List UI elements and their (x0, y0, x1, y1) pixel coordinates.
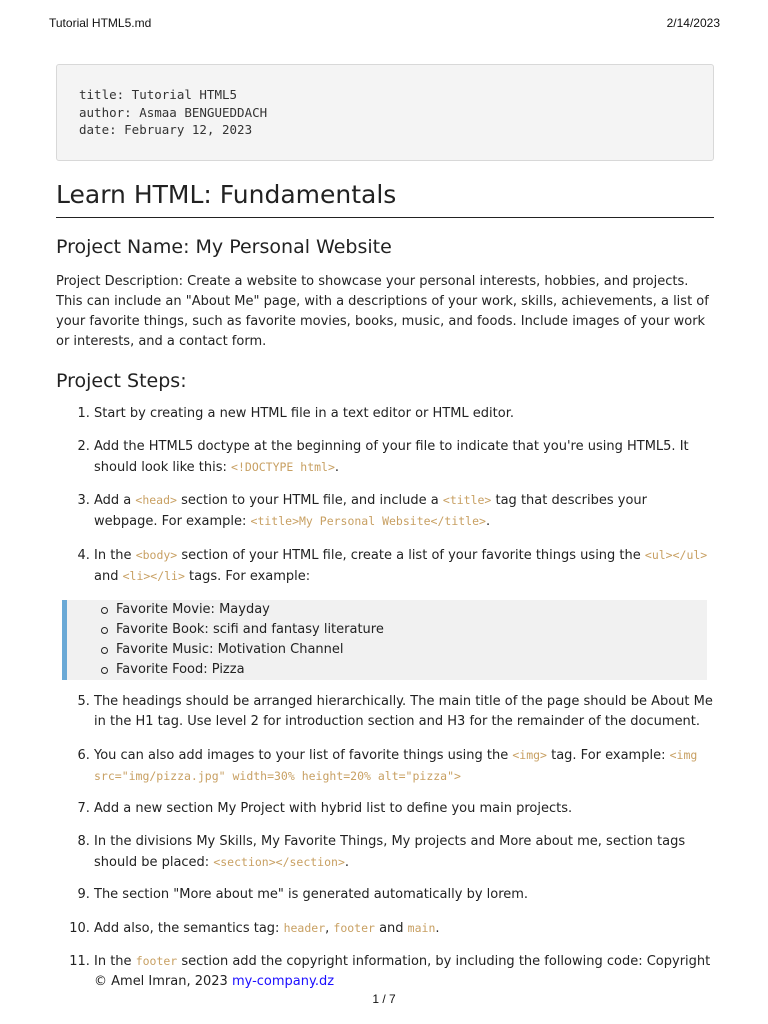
step-4 (94, 545, 714, 680)
step-5-text: The headings should be arranged hierarchically. The main title of the page should be About Me in the H1 tag. Use level 2 for introduction section and H3 for the remainder of the document. (94, 694, 713, 729)
step-10-text-a: Add also, the semantics tag: (94, 920, 284, 936)
step-11-text-a: In the (94, 954, 136, 969)
front-matter-title: title: Tutorial HTML5 (79, 87, 238, 102)
img-tag-code: <img> (512, 747, 547, 762)
favorites-list (67, 600, 707, 680)
project-description: Project Description: Create a website to showcase your personal interests, hobbies, and projects. This can include an "About Me" page, with a descriptions of your work, skills, achievements, a list of your favorite things, such as favorite movies, books, music, and foods. Include images of your work or interests, and a contact form. (56, 274, 709, 349)
document-body (56, 64, 714, 1005)
body-tag-code: <body> (135, 547, 178, 562)
step-4-text-b: section of your HTML file, create a list of your favorite things using the (177, 547, 645, 563)
doctype-code: <!DOCTYPE html> (231, 459, 335, 474)
step-2-end: . (334, 459, 340, 475)
step-11 (94, 951, 714, 992)
step-6-text-a: You can also add images to your list of favorite things using the (94, 747, 513, 763)
step-10 (94, 918, 714, 939)
step-8-text: In the divisions My Skills, My Favorite Things, My projects and More about me, section tags should be placed: (94, 833, 686, 870)
step-3-text-a: Add a (94, 493, 136, 508)
company-link[interactable]: my-company.dz (231, 974, 335, 989)
list-item: Favorite Book: scifi and fantasy literature (116, 620, 707, 640)
section-tag-code: <section></section> (213, 854, 345, 869)
list-item: Favorite Music: Motivation Channel (116, 640, 707, 660)
step-8 (94, 832, 714, 873)
step-11-text-b: section add the copyright information, by including the following code: Copyright © Amel Imran, 2023 (94, 954, 711, 989)
step-4-text-c: and (94, 568, 123, 584)
step-7 (94, 799, 714, 819)
page-title: Learn HTML: Fundamentals (56, 179, 714, 218)
footer-tag-code: footer (333, 920, 375, 935)
project-steps-heading: Project Steps: (56, 370, 187, 392)
step-6 (94, 745, 714, 787)
head-tag-code: <head> (135, 493, 177, 507)
step-10-text-b: , (325, 920, 334, 936)
step-4-text-a: In the (94, 547, 136, 563)
step-8-end: . (344, 854, 350, 870)
front-matter-author: author: Asmaa BENGUEDDACH (79, 104, 268, 120)
step-1 (94, 404, 714, 424)
step-10-end: . (435, 920, 440, 936)
title-tag-code: <title> (442, 493, 492, 507)
step-2-text: Add the HTML5 doctype at the beginning of your file to indicate that you're using HTML5. It should look like this: (94, 438, 689, 475)
print-date: 2/14/2023 (666, 16, 720, 30)
document-filename: Tutorial HTML5.md (49, 16, 152, 30)
step-1-text: Start by creating a new HTML file in a text editor or HTML editor. (94, 406, 515, 421)
step-4-text-d: tags. For example: (184, 568, 311, 584)
list-item: Favorite Food: Pizza (116, 660, 707, 680)
li-tag-code: <li></li> (122, 568, 185, 583)
title-example-code: <title>My Personal Website</title> (250, 514, 486, 528)
print-header (49, 16, 720, 32)
img-example-code: <img src="img/pizza.jpg" width=30% height=20% alt="pizza"> (94, 747, 698, 783)
step-3-text-c: tag that describes your webpage. For example: (94, 493, 647, 529)
favorites-blockquote (62, 600, 707, 680)
step-6-text-b: tag. For example: (546, 747, 670, 763)
main-tag-code: main (407, 920, 436, 935)
footer-code: footer (135, 954, 178, 968)
header-tag-code: header (283, 920, 326, 935)
step-2 (94, 437, 714, 478)
list-item: Favorite Movie: Mayday (116, 600, 707, 620)
front-matter-block (56, 64, 714, 161)
front-matter-date: date: February 12, 2023 (79, 122, 253, 137)
ul-tag-code: <ul></ul> (644, 547, 708, 562)
project-name-heading: Project Name: My Personal Website (56, 236, 392, 258)
step-9 (94, 885, 714, 905)
step-3 (94, 490, 714, 532)
step-3-end: . (485, 514, 491, 529)
page-number: 1 / 7 (372, 992, 396, 1006)
step-7-text: Add a new section My Project with hybrid list to define you main projects. (94, 801, 573, 816)
step-9-text: The section "More about me" is generated automatically by lorem. (94, 887, 529, 902)
steps-list (56, 404, 714, 992)
step-3-text-b: section to your HTML file, and include a (176, 493, 443, 508)
step-5 (94, 692, 714, 732)
step-10-text-c: and (374, 920, 408, 936)
